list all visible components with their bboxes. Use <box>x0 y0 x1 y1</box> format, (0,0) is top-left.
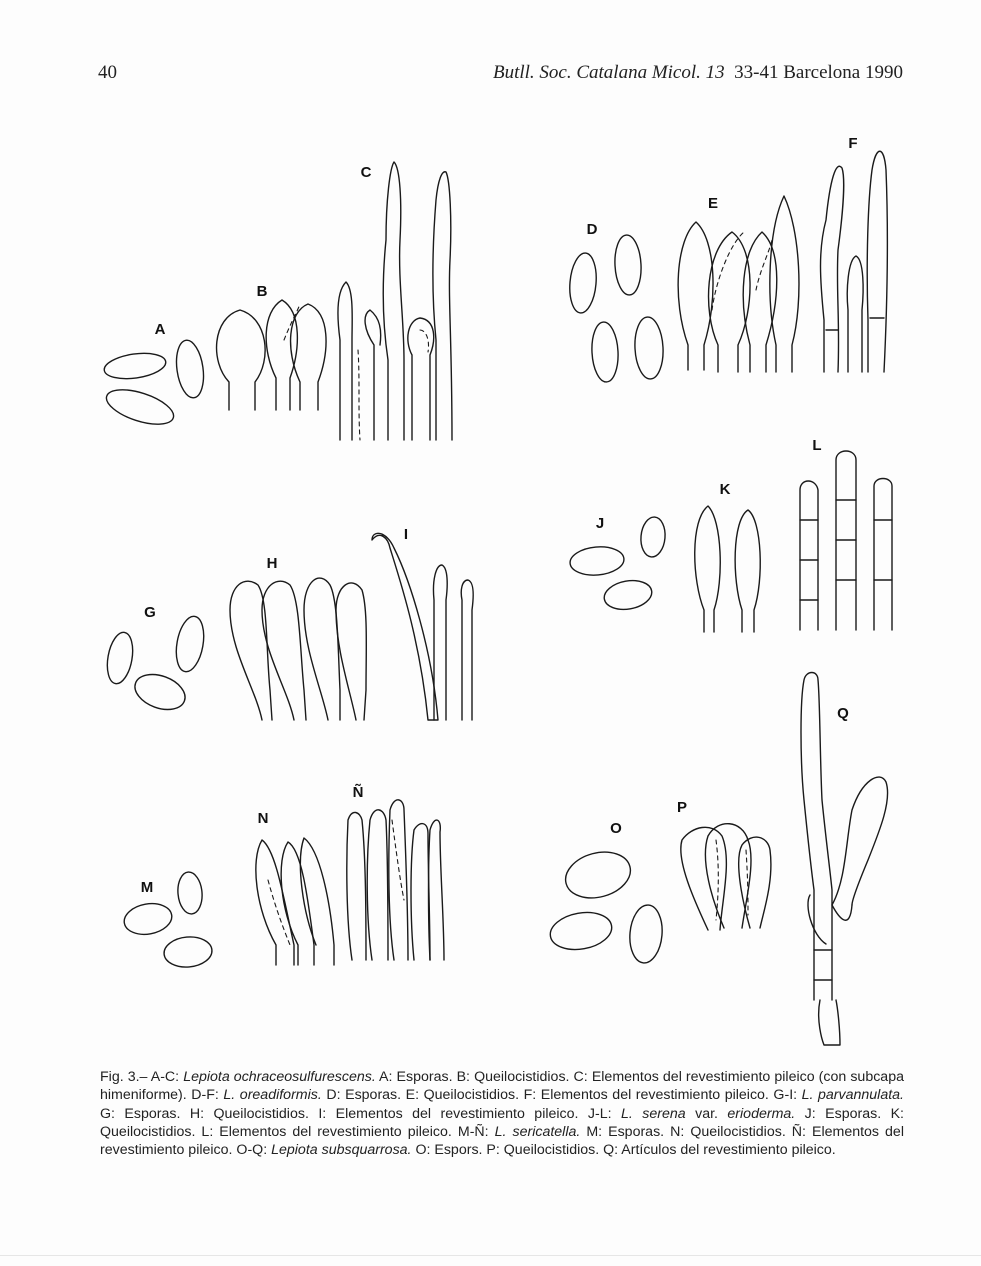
caption-species-4: L. serena <box>621 1105 686 1122</box>
caption-text-6: M: Esporas. N: Queilocistidios. Ñ: Elementos del revestimiento pileico. O-Q: <box>100 1123 904 1159</box>
figure-caption <box>100 1068 904 1159</box>
page-number: 40 <box>98 62 117 83</box>
drawing-n-cheilocystidia <box>256 838 334 965</box>
panel-label-h: H <box>266 555 278 572</box>
panel-label-l: L <box>812 437 822 454</box>
panel-label-g: G <box>144 604 156 621</box>
panel-label-o: O <box>610 820 622 837</box>
journal-pages-place-year: 33-41 Barcelona 1990 <box>734 62 903 83</box>
caption-text-2: D: Esporas. E: Queilocistidios. F: Elementos del revestimiento pileico. G-I: <box>321 1087 802 1104</box>
panel-label-n: N <box>257 810 269 827</box>
drawing-e-cheilocystidia <box>678 196 799 372</box>
caption-species-2: L. oreadiformis. <box>223 1087 322 1104</box>
panel-label-f: F <box>848 135 858 152</box>
drawing-d-spores <box>567 234 664 382</box>
panel-label-enye: Ñ <box>352 784 364 801</box>
panel-label-c: C <box>360 164 372 181</box>
drawing-j-spores <box>569 516 667 613</box>
caption-species-5: erioderma. <box>727 1105 796 1122</box>
journal-abbrev: Butll. Soc. Catalana Micol. 13 <box>492 62 725 83</box>
caption-fig-number: Fig. 3.– A-C: <box>100 1069 184 1085</box>
drawing-q-pileipellis <box>801 673 888 1046</box>
drawing-p-cheilocystidia <box>681 824 771 930</box>
drawing-g-spores <box>104 614 208 716</box>
panel-label-k: K <box>719 481 731 498</box>
drawing-l-pileipellis <box>800 451 892 630</box>
caption-text-3: G: Esporas. H: Queilocistidios. I: Elementos del revestimiento pileico. J-L: <box>100 1105 621 1122</box>
drawing-m-spores <box>122 871 213 969</box>
caption-species-6: L. sericatella. <box>494 1123 581 1140</box>
drawing-a-spores <box>102 338 207 431</box>
drawing-i-pileipellis <box>372 533 473 720</box>
panel-label-a: A <box>154 321 166 338</box>
caption-text-4: var. <box>685 1105 728 1122</box>
drawing-c-pileipellis <box>338 162 452 440</box>
panel-label-q: Q <box>837 705 849 722</box>
caption-species-3: L. parvannulata. <box>801 1087 905 1104</box>
panel-label-d: D <box>586 221 598 238</box>
panel-label-m: M <box>140 879 154 896</box>
drawing-enye-pileipellis <box>347 800 444 960</box>
panel-label-j: J <box>595 515 605 532</box>
page-bottom-rule <box>0 1255 981 1256</box>
panel-label-e: E <box>707 195 719 212</box>
caption-species-7: Lepiota subsquarrosa. <box>271 1142 412 1159</box>
caption-species-1: Lepiota ochraceosulfurescens. <box>183 1069 376 1085</box>
panel-label-p: P <box>676 799 688 816</box>
drawing-o-spores <box>547 845 664 964</box>
drawing-f-pileipellis <box>821 151 888 372</box>
drawing-h-cheilocystidia <box>230 578 366 720</box>
panel-label-b: B <box>256 283 268 300</box>
caption-text-5: J: Esporas. K: Queilocistidios. L: Elementos del revestimiento pileico. M-Ñ: <box>100 1105 904 1140</box>
panel-label-i: I <box>403 526 409 543</box>
caption-text-1: A: Esporas. B: Queilocistidios. C: Elementos del revestimiento pileico (con subcapa himeniforme). D-F: <box>100 1069 904 1104</box>
drawing-b-cheilocystidia <box>217 300 326 410</box>
drawing-k-cheilocystidia <box>695 506 761 632</box>
caption-text-7: O: Espors. P: Queilocistidios. Q: Artículos del revestimiento pileico. <box>411 1142 836 1159</box>
